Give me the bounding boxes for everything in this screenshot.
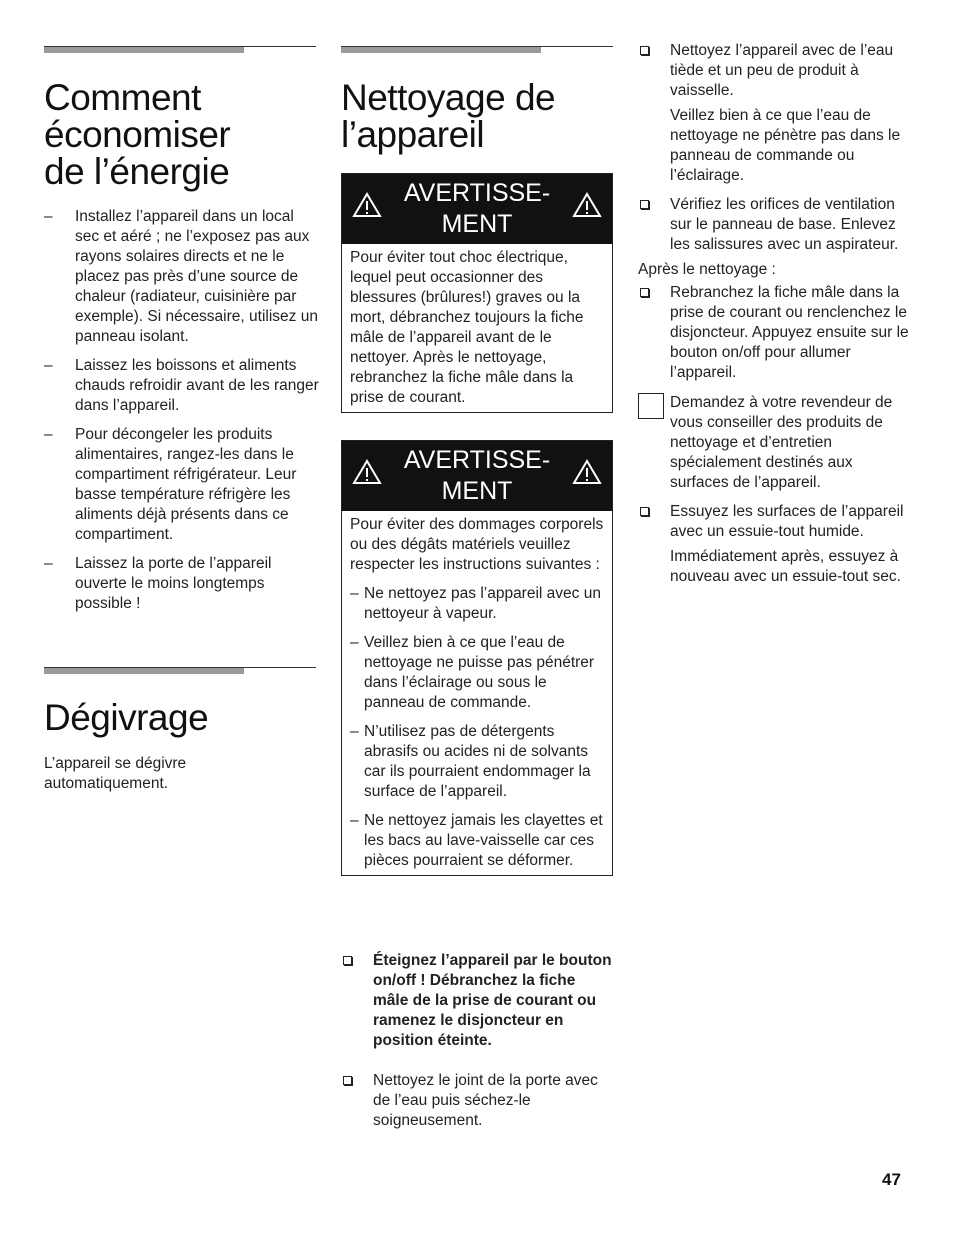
energy-tips-list <box>44 207 319 623</box>
warning-item: – Veillez bien à ce que l’eau de nettoyage ne puisse pas pénétrer dans l’éclairage ou sous le panneau de commande. <box>350 633 604 713</box>
energy-tip: – Pour décongeler les produits alimentaires, rangez-les dans le compartiment réfrigérateur. Leur basse température réfrigère les aliments déjà présents dans ce compartiment. <box>44 425 319 545</box>
cleaning-step <box>638 41 910 186</box>
warning-triangle-icon <box>352 459 382 485</box>
after-cleaning-step <box>638 283 910 383</box>
warning-body <box>342 511 612 875</box>
defrost-text: L’appareil se dégivre automatiquement. <box>44 755 187 792</box>
warning-item: – Ne nettoyez pas l’appareil avec un nettoyeur à vapeur. <box>350 584 604 624</box>
warning-header <box>342 174 612 244</box>
checkbox-icon <box>640 507 649 516</box>
cleaning-steps-list <box>638 41 910 264</box>
warning-item: – Ne nettoyez jamais les clayettes et les bacs au lave-vaisselle car ces pièces pourraient se déformer. <box>350 811 604 871</box>
energy-title-line-3: de l’énergie <box>44 151 230 192</box>
cleaning-step-text: Éteignez l’appareil par le bouton on/off ! Débranchez la fiche mâle de la prise de courant ou ramenez le disjoncteur en position éteinte. <box>373 952 612 1049</box>
warning-text: Pour éviter tout choc électrique, lequel peut occasionner des blessures (brûlures!) graves ou la mort, débranchez toujours la fiche mâle de l’appareil avant de le nettoyer. Après le nettoyage, rebranchez la fiche mâle dans la prise de courant. <box>350 249 584 406</box>
warning-header <box>342 441 612 511</box>
checkbox-icon <box>638 393 664 419</box>
warning-intro: Pour éviter des dommages corporels ou des dégâts matériels veuillez respecter les instructions suivantes : <box>350 516 604 573</box>
cleaning-title-line-2: l’appareil <box>341 114 485 155</box>
cleaning-step-note: Veillez bien à ce que l’eau de nettoyage ne pénètre pas dans le panneau de commande ou l’éclairage. <box>670 107 901 184</box>
cleaning-step-text: Vérifiez les orifices de ventilation sur le panneau de base. Enlevez les salissures avec un aspirateur. <box>670 196 899 253</box>
warning-box-electric <box>341 173 613 413</box>
cleaning-step-text: Nettoyez le joint de la porte avec de l’eau puis séchez-le soigneusement. <box>373 1072 598 1129</box>
checkbox-icon <box>640 288 649 297</box>
cleaning-title <box>341 79 555 153</box>
warning-title-line-1: AVERTISSE- <box>403 446 551 474</box>
warning-title-line-2: MENT <box>441 210 513 238</box>
after-cleaning-step-text: Demandez à votre revendeur de vous conseiller des produits de nettoyage et d’entretien spécialement destinés aux surfaces de l’appareil. <box>670 394 893 491</box>
warning-title-line-2: MENT <box>441 477 513 505</box>
after-cleaning-steps-list <box>638 283 910 596</box>
checkbox-icon <box>343 1076 352 1085</box>
after-cleaning-step <box>638 502 910 587</box>
after-cleaning-step-text: Essuyez les surfaces de l’appareil avec un essuie-tout humide. <box>670 503 904 540</box>
warning-triangle-icon <box>572 459 602 485</box>
page-number: 47 <box>882 1170 901 1189</box>
cleaning-step <box>341 1071 613 1131</box>
energy-tip: – Laissez les boissons et aliments chauds refroidir avant de les ranger dans l’appareil. <box>44 356 319 416</box>
cleaning-title-line-1: Nettoyage de <box>341 77 556 118</box>
checkbox-icon <box>640 46 649 55</box>
section-rule <box>44 46 316 54</box>
energy-tip: – Installez l’appareil dans un local sec et aéré ; ne l’exposez pas aux rayons solaires directs et ne le placez pas près d’une source de chaleur (radiateur, cuisinière par exemple). Si nécessaire, utilisez un panneau isolant. <box>44 207 319 347</box>
after-cleaning-label: Après le nettoyage : <box>638 261 776 278</box>
checkbox-icon <box>343 956 352 965</box>
checkbox-icon <box>640 200 649 209</box>
warning-triangle-icon <box>352 192 382 218</box>
after-cleaning-step <box>638 393 910 493</box>
energy-title <box>44 79 230 190</box>
energy-tip: – Laissez la porte de l’appareil ouverte le moins longtemps possible ! <box>44 554 319 614</box>
section-rule <box>341 46 613 54</box>
warning-item: – N’utilisez pas de détergents abrasifs ou acides ni de solvants car ils pourraient endommager la surface de l’appareil. <box>350 722 604 802</box>
defrost-title: Dégivrage <box>44 697 209 738</box>
warning-title-line-1: AVERTISSE- <box>403 179 551 207</box>
cleaning-step-text: Nettoyez l’appareil avec de l’eau tiède et un peu de produit à vaisselle. <box>670 42 894 99</box>
cleaning-steps-list <box>341 951 613 1140</box>
after-cleaning-step-text: Rebranchez la fiche mâle dans la prise de courant ou renclenchez le disjoncteur. Appuyez ensuite sur le bouton on/off pour allumer l’appareil. <box>670 284 909 381</box>
warning-triangle-icon <box>572 192 602 218</box>
warning-box-damage <box>341 440 613 876</box>
cleaning-step <box>341 951 613 1051</box>
energy-title-line-1: Comment <box>44 77 201 118</box>
cleaning-step <box>638 195 910 255</box>
energy-title-line-2: économiser <box>44 114 231 155</box>
section-rule <box>44 667 316 675</box>
after-cleaning-step-note: Immédiatement après, essuyez à nouveau avec un essuie-tout sec. <box>670 548 901 585</box>
